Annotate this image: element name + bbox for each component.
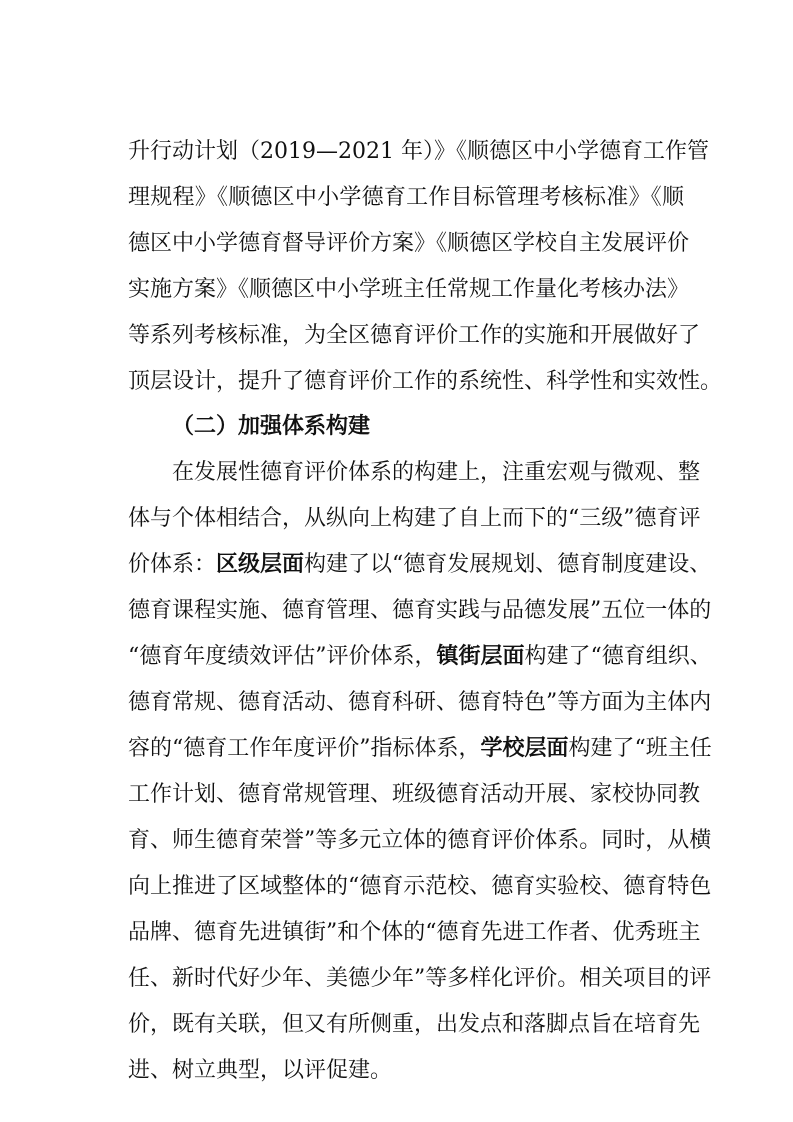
paragraph-line: 理规程》《顺德区中小学德育工作目标管理考核标准》《顺	[128, 185, 684, 210]
paragraph-line: 价，既有关联，但又有所侧重，出发点和落脚点旨在培育先	[128, 1012, 701, 1037]
paragraph-line: 进、树立典型，以评促建。	[128, 1058, 393, 1083]
paragraph-line: 育、师生德育荣誉”等多元立体的德育评价体系。同时，从横	[128, 828, 712, 853]
paragraph-line: 容的“德育工作年度评价”指标体系，学校层面构建了“班主任	[128, 736, 712, 761]
paragraph-line: 等系列考核标准，为全区德育评价工作的实施和开展做好了	[128, 323, 701, 348]
paragraph-line: “德育年度绩效评估”评价体系，镇街层面构建了“德育组织、	[128, 644, 712, 669]
paragraph-line: 德区中小学德育督导评价方案》《顺德区学校自主发展评价	[128, 231, 690, 256]
paragraph-line: 价体系：区级层面构建了以“德育发展规划、德育制度建设、	[128, 552, 712, 577]
paragraph-line: 任、新时代好少年、美德少年”等多样化评价。相关项目的评	[128, 966, 712, 991]
paragraph-line: 体与个体相结合，从纵向上构建了自上而下的“三级”德育评	[128, 506, 701, 531]
paragraph-line: 工作计划、德育常规管理、班级德育活动开展、家校协同教	[128, 782, 701, 807]
paragraph-line: 品牌、德育先进镇街”和个体的“德育先进工作者、优秀班主	[128, 920, 701, 945]
paragraph-line: 德育常规、德育活动、德育科研、德育特色”等方面为主体内	[128, 690, 712, 715]
bold-term: 学校层面	[480, 736, 569, 761]
paragraph-line: 德育课程实施、德育管理、德育实践与品德发展”五位一体的	[128, 598, 712, 623]
section-heading: （二）加强体系构建	[172, 414, 371, 439]
paragraph-line: 顶层设计，提升了德育评价工作的系统性、科学性和实效性。	[128, 369, 723, 394]
bold-term: 区级层面	[216, 552, 305, 577]
paragraph-line: 实施方案》《顺德区中小学班主任常规工作量化考核办法》	[128, 277, 690, 302]
paragraph-line: 升行动计划（2019—2021 年）》《顺德区中小学德育工作管	[128, 139, 709, 164]
bold-term: 镇街层面	[436, 644, 525, 669]
paragraph-line: 在发展性德育评价体系的构建上，注重宏观与微观、整	[172, 460, 701, 485]
paragraph-line: 向上推进了区域整体的“德育示范校、德育实验校、德育特色	[128, 874, 712, 899]
